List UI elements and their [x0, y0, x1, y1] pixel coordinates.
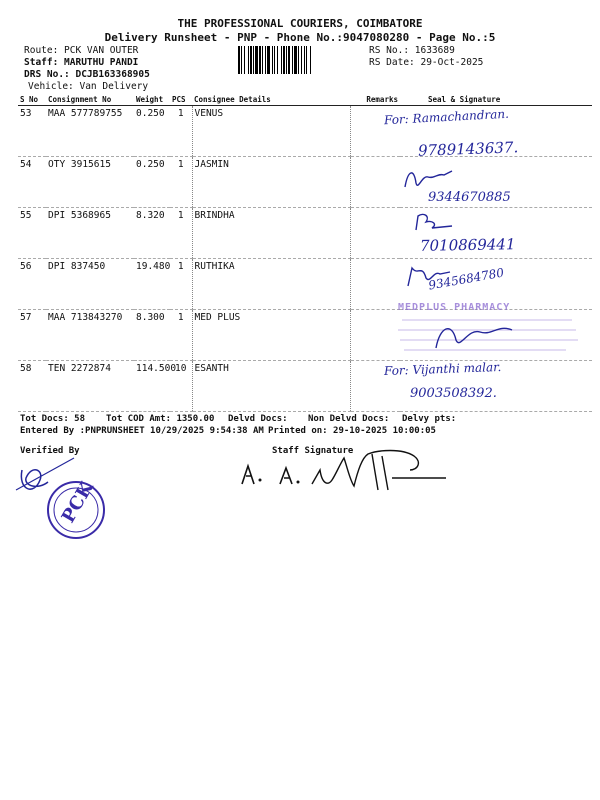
cell-weight: 8.320	[134, 208, 170, 259]
staff-label: Staff: MARUTHU PANDI	[24, 57, 139, 68]
handwritten-phone: 9345684780	[427, 265, 505, 293]
cell-consignment: TEN 2272874	[46, 361, 134, 412]
cell-consignment: DPI 5368965	[46, 208, 134, 259]
cell-consignment: OTY 3915615	[46, 157, 134, 208]
signature-scribble	[400, 165, 460, 193]
staff-signature-scribble	[232, 440, 452, 500]
cell-remarks	[350, 310, 400, 361]
total-cod-amount: Tot COD Amt: 1350.00	[106, 414, 215, 424]
cell-weight: 114.500	[134, 361, 170, 412]
col-remarks: Remarks	[350, 94, 400, 106]
cell-pcs: 1	[170, 310, 192, 361]
cell-weight: 0.250	[134, 106, 170, 157]
entered-by: Entered By :PNPRUNSHEET 10/29/2025 9:54:38 AM	[20, 426, 264, 436]
pck-stamp-text: PCK	[57, 478, 98, 527]
handwritten-receiver-name: For: Ramachandran.	[383, 106, 510, 128]
company-title: THE PROFESSIONAL COURIERS, COIMBATORE	[177, 17, 423, 30]
handwritten-phone: 9003508392.	[410, 386, 497, 401]
cell-weight: 8.300	[134, 310, 170, 361]
table-row	[18, 361, 592, 412]
handwritten-phone: 9789143637.	[417, 138, 519, 160]
verified-signature-stamp	[14, 450, 114, 545]
col-pcs: PCS	[170, 94, 192, 106]
col-consignee: Consignee Details	[192, 94, 350, 106]
route-label: Route: PCK VAN OUTER	[24, 45, 139, 56]
table-header-row	[18, 94, 592, 106]
rs-date: RS Date: 29-Oct-2025	[369, 57, 484, 68]
cell-remarks	[350, 157, 400, 208]
vehicle-label: Vehicle: Van Delivery	[28, 81, 149, 92]
cell-remarks	[350, 208, 400, 259]
cell-consignee: BRINDHA	[192, 208, 350, 259]
drs-label: DRS No.: DCJB163368905	[24, 69, 150, 80]
cell-weight: 0.250	[134, 157, 170, 208]
col-seal: Seal & Signature	[400, 94, 592, 106]
delivered-docs: Delvd Docs:	[228, 414, 288, 424]
cell-consignment: MAA 577789755	[46, 106, 134, 157]
cell-sno: 57	[18, 310, 46, 361]
delivery-points: Delvy pts:	[402, 414, 457, 424]
col-sno: S No	[18, 94, 46, 106]
col-weight: Weight	[134, 94, 170, 106]
cell-consignee: ESANTH	[192, 361, 350, 412]
total-docs: Tot Docs: 58	[20, 414, 86, 424]
cell-sno: 56	[18, 259, 46, 310]
cell-sno: 53	[18, 106, 46, 157]
verified-by-label: Verified By	[20, 446, 80, 456]
cell-pcs: 1	[170, 157, 192, 208]
cell-weight: 19.480	[134, 259, 170, 310]
barcode-image	[238, 46, 364, 74]
cell-consignee: JASMIN	[192, 157, 350, 208]
handwritten-phone: 9344670885	[428, 190, 511, 205]
runsheet-title: Delivery Runsheet - PNP - Phone No.:9047080280 - Page No.:5	[104, 31, 496, 44]
cell-consignee: VENUS	[192, 106, 350, 157]
cell-consignee: RUTHIKA	[192, 259, 350, 310]
cell-pcs: 10	[170, 361, 192, 412]
signature-scribble	[412, 210, 462, 236]
rs-number: RS No.: 1633689	[369, 45, 455, 56]
col-consignment: Consignment No	[46, 94, 134, 106]
cell-sno: 58	[18, 361, 46, 412]
pharmacy-stamp-address	[396, 312, 582, 358]
staff-signature-label: Staff Signature	[272, 446, 354, 456]
handwritten-receiver-name: For: Vijanthi malar.	[383, 359, 502, 379]
printed-on: Printed on: 29-10-2025 10:00:05	[268, 426, 436, 436]
cell-consignment: MAA 713843270	[46, 310, 134, 361]
non-delivered-docs: Non Delvd Docs:	[308, 414, 390, 424]
cell-sno: 54	[18, 157, 46, 208]
cell-pcs: 1	[170, 259, 192, 310]
cell-consignment: DPI 837450	[46, 259, 134, 310]
handwritten-phone: 7010869441	[419, 235, 516, 255]
cell-sno: 55	[18, 208, 46, 259]
cell-remarks	[350, 259, 400, 310]
pharmacy-stamp: MEDPLUS PHARMACY	[398, 302, 511, 313]
cell-pcs: 1	[170, 106, 192, 157]
cell-pcs: 1	[170, 208, 192, 259]
cell-consignee: MED PLUS	[192, 310, 350, 361]
